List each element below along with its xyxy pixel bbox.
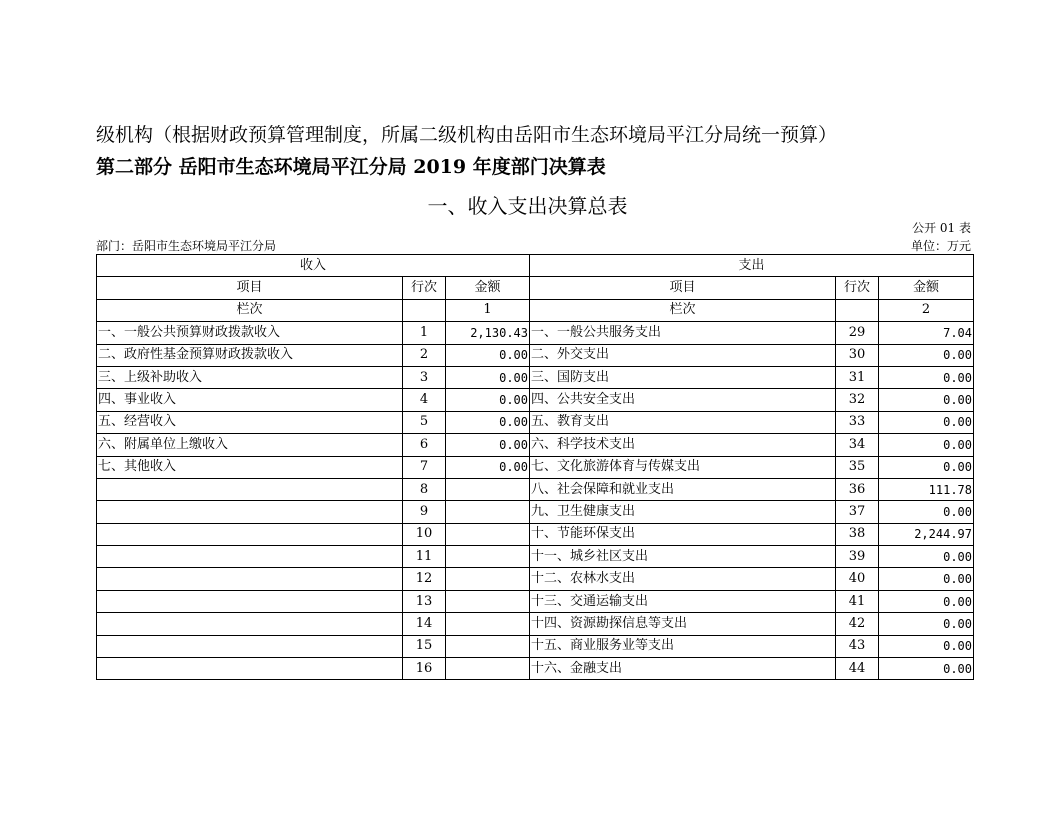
expense-line-cell: 41 (836, 590, 879, 612)
table-row (97, 501, 974, 523)
income-expense-table (96, 254, 974, 680)
income-item-cell: 一、一般公共预算财政拨款收入 (97, 322, 403, 344)
expense-line-cell: 35 (836, 456, 879, 478)
income-item-cell (97, 478, 403, 500)
form-number: 公开 01 表 (912, 221, 971, 235)
income-item-cell: 二、政府性基金预算财政拨款收入 (97, 344, 403, 366)
income-line-cell: 6 (403, 434, 446, 456)
income-item-cell (97, 613, 403, 635)
income-item-cell (97, 590, 403, 612)
expense-amount-cell: 0.00 (879, 590, 974, 612)
expense-line-cell: 32 (836, 389, 879, 411)
expense-item-cell: 十一、城乡社区支出 (530, 546, 836, 568)
expense-amount-cell: 7.04 (879, 322, 974, 344)
expense-line-cell: 34 (836, 434, 879, 456)
income-line-cell: 10 (403, 523, 446, 545)
expense-line-cell: 37 (836, 501, 879, 523)
unit-label: 单位：万元 (910, 239, 971, 253)
income-amount-cell: 0.00 (446, 366, 530, 388)
table-title: 一、收入支出决算总表 (427, 194, 628, 218)
table-row (97, 568, 974, 590)
income-amount-cell: 0.00 (446, 456, 530, 478)
expense-item-cell: 二、外交支出 (530, 344, 836, 366)
income-item-cell: 六、附属单位上缴收入 (97, 434, 403, 456)
income-line-cell: 12 (403, 568, 446, 590)
table-row (97, 635, 974, 657)
expense-line-cell: 43 (836, 635, 879, 657)
expense-amount-cell: 0.00 (879, 344, 974, 366)
expense-amount-header: 金额 (879, 277, 974, 299)
expense-item-cell: 八、社会保障和就业支出 (530, 478, 836, 500)
expense-line-cell: 44 (836, 658, 879, 680)
expense-item-cell: 一、一般公共服务支出 (530, 322, 836, 344)
income-item-header: 项目 (97, 277, 403, 299)
income-line-cell: 8 (403, 478, 446, 500)
expense-amount-cell: 0.00 (879, 546, 974, 568)
income-item-cell (97, 523, 403, 545)
income-lanci-number: 1 (446, 299, 530, 321)
table-row (97, 456, 974, 478)
expense-line-cell: 39 (836, 546, 879, 568)
income-item-cell: 四、事业收入 (97, 389, 403, 411)
income-line-cell: 1 (403, 322, 446, 344)
income-amount-cell: 0.00 (446, 434, 530, 456)
income-amount-cell (446, 478, 530, 500)
expense-line-cell: 42 (836, 613, 879, 635)
expense-amount-cell: 111.78 (879, 478, 974, 500)
table-row (97, 434, 974, 456)
expense-line-cell: 38 (836, 523, 879, 545)
income-line-cell: 9 (403, 501, 446, 523)
expense-line-cell: 30 (836, 344, 879, 366)
income-item-cell (97, 546, 403, 568)
table-row (97, 322, 974, 344)
expense-item-cell: 十五、商业服务业等支出 (530, 635, 836, 657)
expense-item-cell: 十四、资源勘探信息等支出 (530, 613, 836, 635)
expense-lanci-blank (836, 299, 879, 321)
table-row (97, 590, 974, 612)
income-item-cell (97, 568, 403, 590)
expense-amount-cell: 0.00 (879, 411, 974, 433)
income-line-cell: 7 (403, 456, 446, 478)
table-row (97, 366, 974, 388)
income-line-cell: 3 (403, 366, 446, 388)
table-lanci-row (97, 299, 974, 321)
intro-text-line: 级机构（根据财政预算管理制度，所属二级机构由岳阳市生态环境局平江分局统一预算） (96, 124, 838, 146)
income-line-cell: 2 (403, 344, 446, 366)
table-row (97, 389, 974, 411)
table-row (97, 546, 974, 568)
expense-amount-cell: 0.00 (879, 434, 974, 456)
income-item-cell (97, 635, 403, 657)
income-amount-header: 金额 (446, 277, 530, 299)
expense-line-cell: 33 (836, 411, 879, 433)
income-amount-cell: 0.00 (446, 411, 530, 433)
table-row (97, 523, 974, 545)
income-amount-cell: 0.00 (446, 344, 530, 366)
income-amount-cell (446, 658, 530, 680)
expense-amount-cell: 0.00 (879, 501, 974, 523)
table-row (97, 613, 974, 635)
income-lanci-blank (403, 299, 446, 321)
income-item-cell: 七、其他收入 (97, 456, 403, 478)
expense-item-cell: 十、节能环保支出 (530, 523, 836, 545)
section-heading: 第二部分 岳阳市生态环境局平江分局 2019 年度部门决算表 (96, 156, 606, 178)
expense-amount-cell: 0.00 (879, 366, 974, 388)
income-lanci-label: 栏次 (97, 299, 403, 321)
income-line-cell: 13 (403, 590, 446, 612)
expense-item-cell: 七、文化旅游体育与传媒支出 (530, 456, 836, 478)
department-label: 部门：岳阳市生态环境局平江分局 (96, 239, 277, 253)
expense-amount-cell: 0.00 (879, 658, 974, 680)
income-group-header: 收入 (97, 255, 530, 277)
income-line-cell: 4 (403, 389, 446, 411)
expense-amount-cell: 0.00 (879, 613, 974, 635)
expense-line-cell: 36 (836, 478, 879, 500)
expense-line-cell: 29 (836, 322, 879, 344)
income-line-cell: 11 (403, 546, 446, 568)
expense-group-header: 支出 (530, 255, 974, 277)
income-amount-cell (446, 546, 530, 568)
expense-line-header: 行次 (836, 277, 879, 299)
expense-amount-cell: 0.00 (879, 568, 974, 590)
expense-amount-cell: 0.00 (879, 389, 974, 411)
income-item-cell: 三、上级补助收入 (97, 366, 403, 388)
table-row (97, 344, 974, 366)
income-item-cell (97, 658, 403, 680)
expense-lanci-number: 2 (879, 299, 974, 321)
expense-amount-cell: 0.00 (879, 456, 974, 478)
table-row (97, 658, 974, 680)
income-amount-cell (446, 635, 530, 657)
income-amount-cell (446, 523, 530, 545)
expense-item-cell: 六、科学技术支出 (530, 434, 836, 456)
expense-item-cell: 十六、金融支出 (530, 658, 836, 680)
income-amount-cell: 2,130.43 (446, 322, 530, 344)
expense-item-cell: 九、卫生健康支出 (530, 501, 836, 523)
income-item-cell: 五、经营收入 (97, 411, 403, 433)
expense-item-cell: 十二、农林水支出 (530, 568, 836, 590)
income-line-cell: 5 (403, 411, 446, 433)
expense-item-cell: 五、教育支出 (530, 411, 836, 433)
income-amount-cell: 0.00 (446, 389, 530, 411)
income-amount-cell (446, 568, 530, 590)
table-row (97, 478, 974, 500)
expense-amount-cell: 0.00 (879, 635, 974, 657)
expense-item-cell: 三、国防支出 (530, 366, 836, 388)
expense-lanci-label: 栏次 (530, 299, 836, 321)
income-line-cell: 16 (403, 658, 446, 680)
table-group-header-row (97, 255, 974, 277)
income-amount-cell (446, 501, 530, 523)
income-item-cell (97, 501, 403, 523)
expense-item-cell: 四、公共安全支出 (530, 389, 836, 411)
income-line-cell: 14 (403, 613, 446, 635)
expense-line-cell: 31 (836, 366, 879, 388)
income-amount-cell (446, 613, 530, 635)
expense-item-cell: 十三、交通运输支出 (530, 590, 836, 612)
income-amount-cell (446, 590, 530, 612)
income-line-cell: 15 (403, 635, 446, 657)
income-line-header: 行次 (403, 277, 446, 299)
expense-line-cell: 40 (836, 568, 879, 590)
table-column-header-row (97, 277, 974, 299)
table-row (97, 411, 974, 433)
expense-item-header: 项目 (530, 277, 836, 299)
expense-amount-cell: 2,244.97 (879, 523, 974, 545)
